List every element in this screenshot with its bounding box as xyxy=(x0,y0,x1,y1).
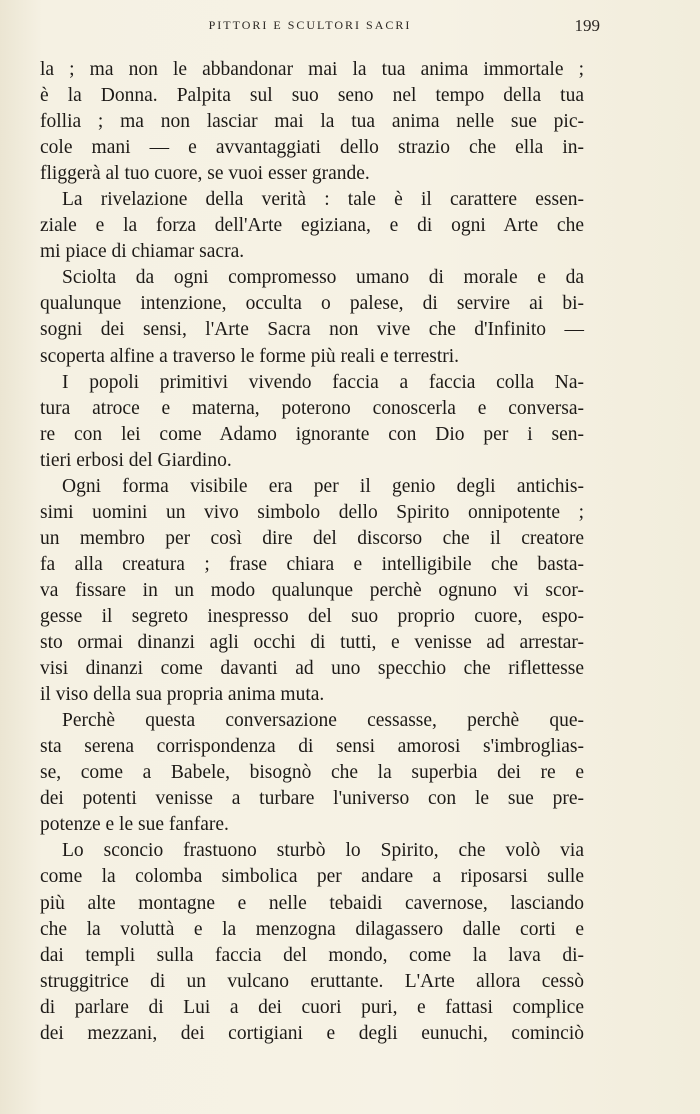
text-line: come la colomba simbolica per andare a riposarsi sulle xyxy=(40,866,584,888)
text-line: sta serena corrispondenza di sensi amorosi s'imbroglias- xyxy=(40,736,584,758)
text-line: mi piace di chiamar sacra. xyxy=(40,241,245,263)
text-line: è la Donna. Palpita sul suo seno nel tempo della tua xyxy=(40,85,584,107)
text-line: Lo sconcio frastuono sturbò lo Spirito, che volò via xyxy=(62,840,584,862)
text-line: qualunque intenzione, occulta o palese, di servire ai bi- xyxy=(40,293,584,315)
text-line: tieri erbosi del Giardino. xyxy=(40,449,232,471)
text-line: dai templi sulla faccia del mondo, come la lava di- xyxy=(40,944,584,966)
text-line: follia ; ma non lasciar mai la tua anima nelle sue pic- xyxy=(40,111,584,133)
text-line: ziale e la forza dell'Arte egiziana, e di ogni Arte che xyxy=(40,215,584,237)
running-head: PITTORI E SCULTORI SACRI xyxy=(208,18,412,32)
text-line: Perchè questa conversazione cessasse, perchè que- xyxy=(62,710,584,732)
text-line: visi dinanzi come davanti ad uno specchio che riflettesse xyxy=(40,658,584,680)
text-line: La rivelazione della verità : tale è il carattere essen- xyxy=(62,189,584,211)
text-line: fa alla creatura ; frase chiara e intelligibile che basta- xyxy=(40,553,584,575)
text-line: I popoli primitivi vivendo faccia a faccia colla Na- xyxy=(62,371,584,393)
text-line: potenze e le sue fanfare. xyxy=(40,814,229,836)
text-line: scoperta alfine a traverso le forme più reali e terrestri. xyxy=(40,345,460,367)
text-line: tura atroce e materna, poterono conoscerla e conversa- xyxy=(40,397,584,419)
text-line: sogni dei sensi, l'Arte Sacra non vive che d'Infinito — xyxy=(40,319,584,341)
text-line: se, come a Babele, bisognò che la superbia dei re e xyxy=(40,762,584,784)
text-line: Ogni forma visibile era per il genio degli antichis- xyxy=(62,475,584,497)
text-line: va fissare in un modo qualunque perchè ognuno vi scor- xyxy=(40,579,584,601)
text-line: Sciolta da ogni compromesso umano di morale e da xyxy=(62,267,584,289)
text-line: un membro per così dire del discorso che il creatore xyxy=(40,527,584,549)
text-line: il viso della sua propria anima muta. xyxy=(40,684,325,706)
body-text xyxy=(40,57,584,1047)
text-line: più alte montagne e nelle tebaidi cavernose, lasciando xyxy=(40,892,584,914)
text-line: struggitrice di un vulcano eruttante. L'Arte allora cessò xyxy=(40,970,584,992)
page-number: 199 xyxy=(574,16,600,35)
text-line: re con lei come Adamo ignorante con Dio per i sen- xyxy=(40,423,584,445)
text-line: dei mezzani, dei cortigiani e degli eunuchi, cominciò xyxy=(40,1022,584,1044)
text-line: simi uomini un vivo simbolo dello Spirito onnipotente ; xyxy=(40,501,584,523)
text-line: dei potenti venisse a turbare l'universo con le sue pre- xyxy=(40,788,584,810)
text-line: sto ormai dinanzi agli occhi di tutti, e venisse ad arrestar- xyxy=(40,632,584,654)
text-line: la ; ma non le abbandonar mai la tua anima immortale ; xyxy=(40,59,584,80)
text-line: che la voluttà e la menzogna dilagassero dalle corti e xyxy=(40,918,584,940)
text-line: di parlare di Lui a dei cuori puri, e fattasi complice xyxy=(40,996,584,1018)
text-line: fliggerà al tuo cuore, se vuoi esser grande. xyxy=(40,163,370,185)
text-line: gesse il segreto inespresso del suo proprio cuore, espo- xyxy=(40,605,584,627)
text-line: cole mani — e avvantaggiati dello strazio che ella in- xyxy=(40,137,584,159)
